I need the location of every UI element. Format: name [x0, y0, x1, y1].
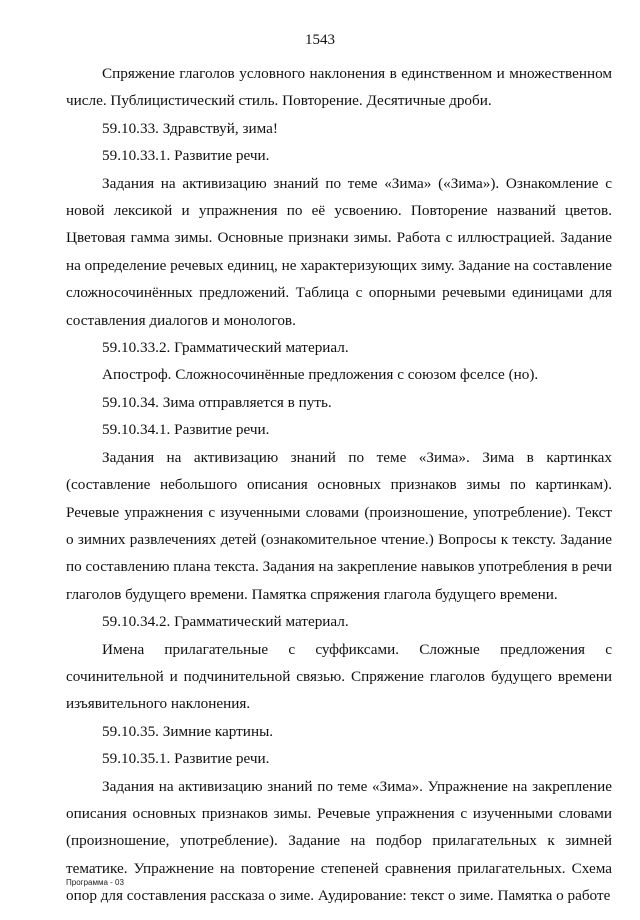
footer-label: Программа - 03: [66, 878, 124, 887]
paragraph-tasks-34: Задания на активизацию знаний по теме «Зима». Зима в картинках (составление небольшого описания основных признаков зимы по картинкам). Речевые упражнения с изученными словами (произношение, употребление). Текст о зимних развлечениях детей (ознакомительное чтение.) Вопросы к тексту. Задание по составлению плана текста. Задания на закрепление навыков употребления в речи глаголов будущего времени. Памятка спряжения глагола будущего времени.: [66, 448, 612, 603]
paragraph-tasks-35: Задания на активизацию знаний по теме «Зима». Упражнение на закрепление описания основных признаков зимы. Речевые упражнения с изученными словами (произношение, употребление). Задание на подбор прилагательных к зимней тематике. Упражнение на повторение степеней сравнения прилагательных. Схема опор для составления рассказа о зиме. Аудирование: текст о зиме. Памятка о работе: [66, 777, 612, 905]
section-heading-59-10-34: 59.10.34. Зима отправляется в путь.: [102, 393, 332, 411]
section-heading-59-10-35: 59.10.35. Зимние картины.: [102, 722, 274, 740]
paragraph-intro-tail: Спряжение глаголов условного наклонения в единственном и множественном числе. Публицистический стиль. Повторение. Десятичные дроби.: [66, 65, 612, 110]
section-heading-59-10-33: 59.10.33. Здравствуй, зима!: [102, 119, 278, 137]
paragraph-tasks-33: Задания на активизацию знаний по теме «Зима» («Зима»). Ознакомление с новой лексикой и упражнения по её усвоению. Повторение названий цветов. Цветовая гамма зимы. Основные признаки зимы. Работа с иллюстрацией. Задание на определение речевых единиц, не характеризующих зиму. Задание на составление сложносочинённых предложений. Таблица с опорными речевыми единицами для составления диалогов и монологов.: [66, 174, 612, 329]
page-number: 1543: [305, 32, 335, 48]
paragraph-grammar-34: Имена прилагательные с суффиксами. Сложные предложения с сочинительной и подчинительной связью. Спряжение глаголов будущего времени изъявительного наклонения.: [66, 640, 612, 713]
subsection-heading-59-10-34-2: 59.10.34.2. Грамматический материал.: [102, 613, 349, 631]
subsection-heading-59-10-33-2: 59.10.33.2. Грамматический материал.: [102, 339, 349, 357]
subsection-heading-59-10-33-1: 59.10.33.1. Развитие речи.: [102, 147, 270, 165]
subsection-heading-59-10-35-1: 59.10.35.1. Развитие речи.: [102, 750, 270, 768]
body-text: [66, 60, 612, 910]
paragraph-grammar-33: Апостроф. Сложносочинённые предложения с союзом фселсе (но).: [102, 366, 539, 384]
subsection-heading-59-10-34-1: 59.10.34.1. Развитие речи.: [102, 421, 270, 439]
